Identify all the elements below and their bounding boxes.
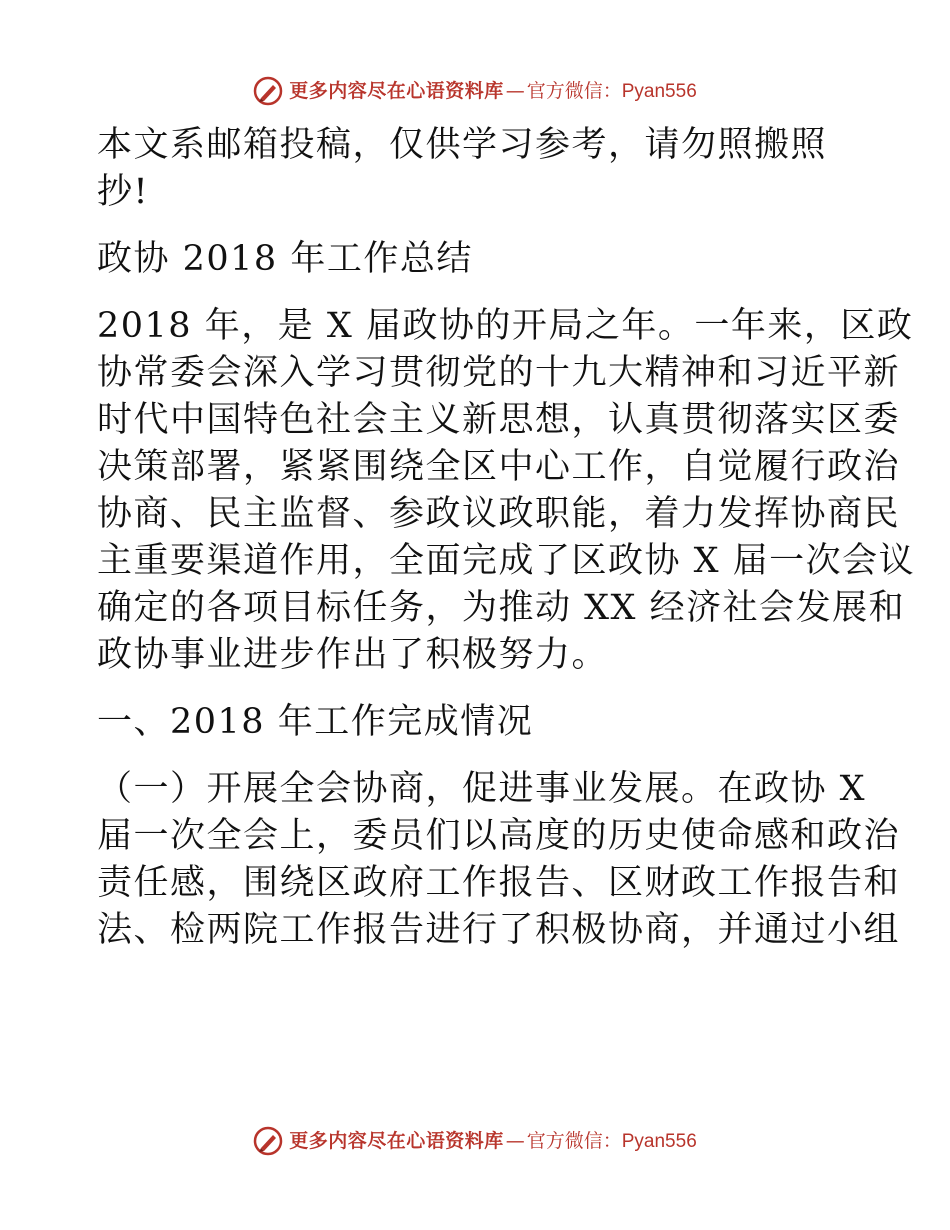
document-body: [97, 122, 916, 954]
paragraph-line: （一）开展全会协商，促进事业发展。在政协 X: [97, 769, 867, 809]
watermark-text: 更多内容尽在心语资料库: [289, 79, 504, 102]
pen-logo-icon: [253, 76, 283, 106]
paragraph-line: 责任感，围绕区政府工作报告、区财政工作报告和: [97, 863, 901, 903]
watermark-dash: —: [505, 79, 525, 102]
watermark-wechat-id: Pyan556: [621, 1130, 697, 1152]
watermark-wechat-label: 官方微信：: [526, 79, 622, 102]
document-title: 政协 2018 年工作总结: [97, 239, 473, 279]
footer-watermark: [0, 1126, 950, 1156]
paragraph-line: 届一次全会上，委员们以高度的历史使命感和政治: [97, 816, 901, 856]
paragraph-line: 2018 年，是 X 届政协的开局之年。一年来，区政: [97, 306, 914, 346]
paragraph-line: 法、检两院工作报告进行了积极协商，并通过小组: [97, 910, 901, 950]
section-heading: 一、2018 年工作完成情况: [97, 702, 534, 742]
paragraph-line: 时代中国特色社会主义新思想，认真贯彻落实区委: [97, 400, 901, 440]
paragraph-line: 决策部署，紧紧围绕全区中心工作，自觉履行政治: [97, 447, 901, 487]
paragraph-line: 协常委会深入学习贯彻党的十九大精神和习近平新: [97, 353, 901, 393]
header-watermark: [0, 76, 950, 106]
watermark-wechat-id: Pyan556: [621, 80, 697, 102]
paragraph-line: 协商、民主监督、参政议政职能，着力发挥协商民: [97, 494, 901, 534]
paragraph-line: 确定的各项目标任务，为推动 XX 经济社会发展和: [97, 588, 906, 628]
intro-paragraph: [97, 303, 916, 679]
paragraph-line: 政协事业进步作出了积极努力。: [97, 635, 609, 675]
section-paragraph: [97, 766, 901, 954]
watermark-dash: —: [505, 1129, 525, 1152]
pen-logo-icon: [253, 1126, 283, 1156]
watermark-wechat-label: 官方微信：: [526, 1129, 622, 1152]
watermark-text: 更多内容尽在心语资料库: [289, 1129, 504, 1152]
paragraph-line: 主重要渠道作用，全面完成了区政协 X 届一次会议: [97, 541, 916, 581]
notice-line: 抄!: [97, 172, 150, 212]
notice-line: 本文系邮箱投稿，仅供学习参考，请勿照搬照: [97, 125, 828, 165]
